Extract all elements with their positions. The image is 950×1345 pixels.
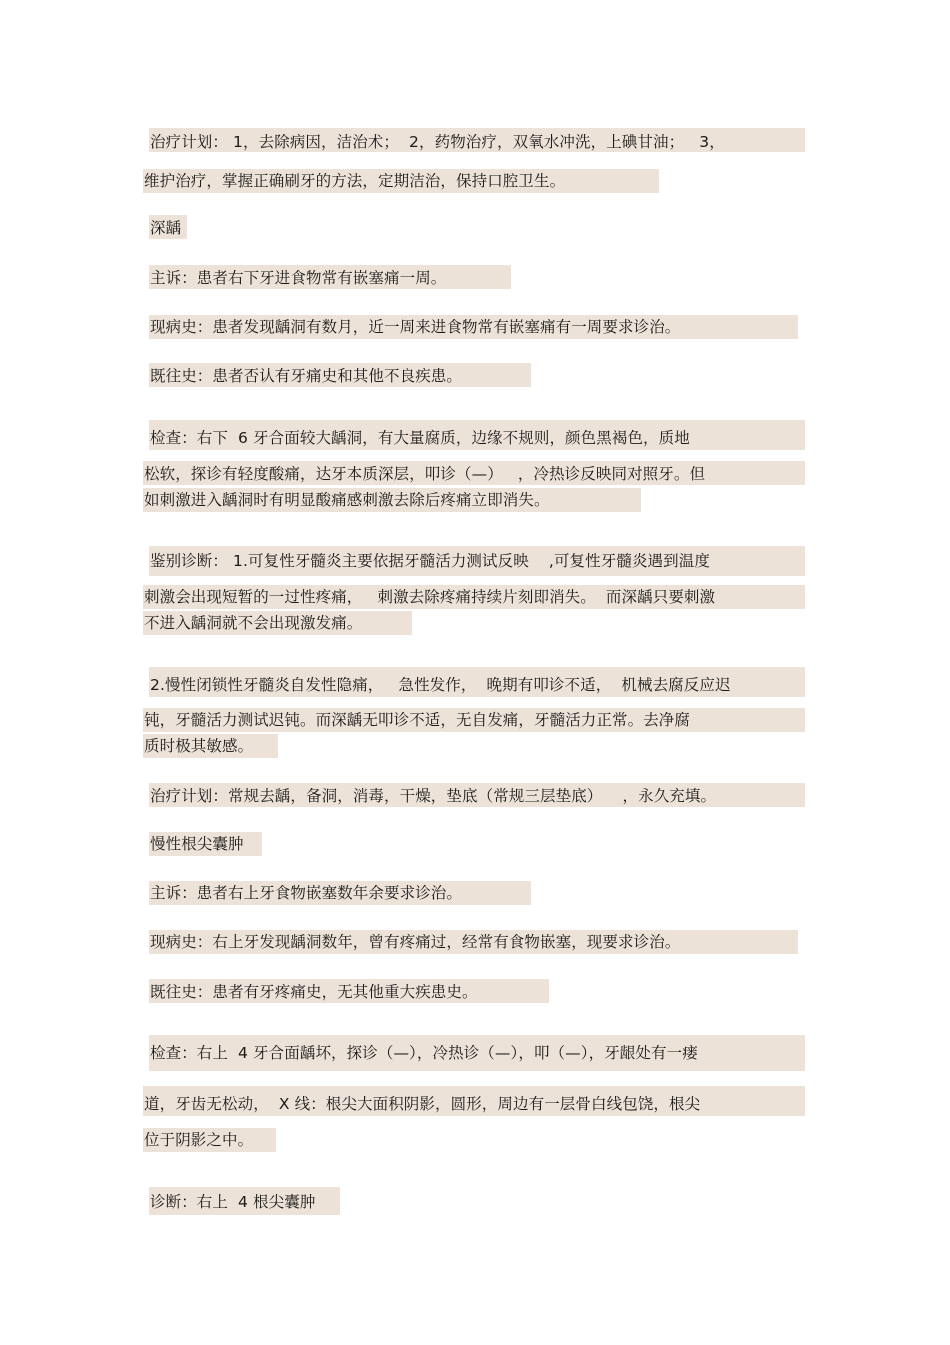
differential-2-line-1: 2.慢性闭锁性牙髓炎自发性隐痛， 急性发作， 晚期有叩诊不适， 机械去腐反应迟 xyxy=(150,676,731,694)
treatment-plan-line-2: 维护治疗，掌握正确刷牙的方法，定期洁治，保持口腔卫生。 xyxy=(144,172,566,190)
exam-2-line-2: 道，牙齿无松动， X 线：根尖大面积阴影，圆形，周边有一层骨白线包饶，根尖 xyxy=(144,1095,701,1113)
treatment-plan-2: 治疗计划：常规去龋，备洞，消毒，干燥，垫底（常规三层垫底） ，永久充填。 xyxy=(150,787,717,805)
exam-2-line-3: 位于阴影之中。 xyxy=(144,1131,254,1149)
chief-complaint-2: 主诉：患者右上牙食物嵌塞数年余要求诊治。 xyxy=(150,884,463,902)
exam-1-line-3: 如刺激进入龋洞时有明显酸痛感刺激去除后疼痛立即消失。 xyxy=(144,491,550,509)
exam-1-line-2: 松软，探诊有轻度酸痛，达牙本质深层，叩诊（—） ，冷热诊反映同对照牙。但 xyxy=(144,465,706,483)
present-history-2: 现病史：右上牙发现龋洞数年，曾有疼痛过，经常有食物嵌塞，现要求诊治。 xyxy=(150,933,681,951)
exam-1-line-1: 检查：右下 6 牙合面较大龋洞，有大量腐质，边缘不规则，颜色黑褐色，质地 xyxy=(150,429,690,447)
differential-line-2: 刺激会出现短暂的一过性疼痛， 刺激去除疼痛持续片刻即消失。 而深龋只要刺激 xyxy=(144,588,716,606)
diagnosis-2: 诊断：右上 4 根尖囊肿 xyxy=(150,1193,316,1211)
chief-complaint-1: 主诉：患者右下牙进食物常有嵌塞痛一周。 xyxy=(150,269,447,287)
section-heading-radicular-cyst: 慢性根尖囊肿 xyxy=(150,835,244,853)
differential-2-line-3: 质时极其敏感。 xyxy=(144,737,254,755)
past-history-2: 既往史：患者有牙疼痛史，无其他重大疾患史。 xyxy=(150,983,478,1001)
treatment-plan-line-1: 治疗计划： 1，去除病因，洁治术； 2，药物治疗，双氧水冲洗，上碘甘油； 3， xyxy=(150,133,725,151)
section-heading-deep-caries: 深龋 xyxy=(150,219,182,237)
differential-line-3: 不进入龋洞就不会出现激发痛。 xyxy=(144,614,363,632)
differential-2-line-2: 钝，牙髓活力测试迟钝。而深龋无叩诊不适，无自发痛，牙髓活力正常。去净腐 xyxy=(144,711,691,729)
exam-2-line-1: 检查：右上 4 牙合面龋坏，探诊（—），冷热诊（—），叩（—），牙龈处有一瘘 xyxy=(150,1044,698,1062)
past-history-1: 既往史：患者否认有牙痛史和其他不良疾患。 xyxy=(150,367,463,385)
differential-line-1: 鉴别诊断： 1.可复性牙髓炎主要依据牙髓活力测试反映 ,可复性牙髓炎遇到温度 xyxy=(150,552,710,570)
present-history-1: 现病史：患者发现龋洞有数月，近一周来进食物常有嵌塞痛有一周要求诊治。 xyxy=(150,318,681,336)
